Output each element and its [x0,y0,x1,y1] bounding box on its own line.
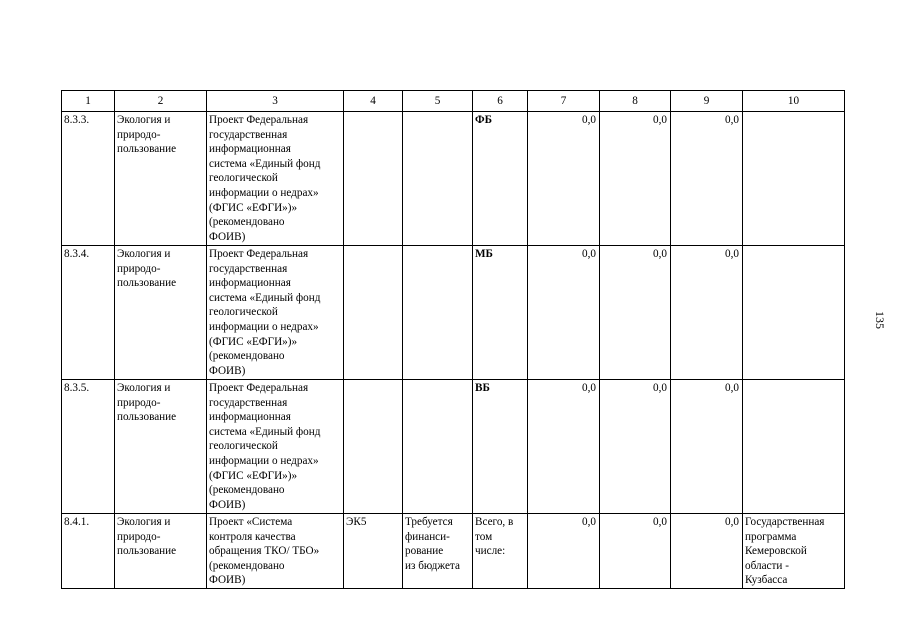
header-cell: 6 [473,91,528,112]
header-cell: 9 [671,91,743,112]
header-cell: 10 [743,91,845,112]
program-table [61,90,845,589]
budget-source-cell: ФБ [473,112,528,246]
header-cell: 1 [62,91,115,112]
budget-source-cell: МБ [473,246,528,380]
project-cell: Проект Федеральная государственная информационная система «Единый фонд геологической информации о недрах» (ФГИС «ЕФГИ»)» (рекомендовано ФОИВ) [207,112,344,246]
header-cell: 3 [207,91,344,112]
project-cell: Проект Федеральная государственная информационная система «Единый фонд геологической информации о недрах» (ФГИС «ЕФГИ»)» (рекомендовано ФОИВ) [207,246,344,380]
program-cell [743,246,845,380]
table-header-row [62,91,845,112]
table-row [62,514,845,589]
funding-note-cell [403,246,473,380]
value-cell: 0,0 [671,380,743,514]
sector-cell: Экология и природо- пользование [115,246,207,380]
header-cell: 7 [528,91,600,112]
project-cell: Проект «Система контроля качества обращения ТКО/ ТБО» (рекомендовано ФОИВ) [207,514,344,589]
row-number-cell: 8.3.4. [62,246,115,380]
code-cell [344,246,403,380]
value-cell: 0,0 [600,514,671,589]
funding-note-cell [403,112,473,246]
program-cell [743,380,845,514]
code-cell: ЭК5 [344,514,403,589]
value-cell: 0,0 [528,380,600,514]
value-cell: 0,0 [671,514,743,589]
funding-note-cell [403,380,473,514]
header-cell: 8 [600,91,671,112]
funding-note-cell: Требуется финанси- рование из бюджета [403,514,473,589]
header-cell: 4 [344,91,403,112]
program-cell [743,112,845,246]
value-cell: 0,0 [600,112,671,246]
value-cell: 0,0 [600,246,671,380]
row-number-cell: 8.3.5. [62,380,115,514]
value-cell: 0,0 [528,246,600,380]
table-row [62,246,845,380]
value-cell: 0,0 [528,112,600,246]
code-cell [344,112,403,246]
sector-cell: Экология и природо- пользование [115,514,207,589]
value-cell: 0,0 [600,380,671,514]
header-cell: 5 [403,91,473,112]
page-number: 135 [873,311,887,329]
code-cell [344,380,403,514]
value-cell: 0,0 [671,112,743,246]
project-cell: Проект Федеральная государственная информационная система «Единый фонд геологической информации о недрах» (ФГИС «ЕФГИ»)» (рекомендовано ФОИВ) [207,380,344,514]
budget-source-cell: Всего, в том числе: [473,514,528,589]
row-number-cell: 8.3.3. [62,112,115,246]
value-cell: 0,0 [528,514,600,589]
table-row [62,112,845,246]
row-number-cell: 8.4.1. [62,514,115,589]
header-cell: 2 [115,91,207,112]
value-cell: 0,0 [671,246,743,380]
budget-source-cell: ВБ [473,380,528,514]
sector-cell: Экология и природо- пользование [115,380,207,514]
table-row [62,380,845,514]
program-cell: Государственная программа Кемеровской области - Кузбасса [743,514,845,589]
sector-cell: Экология и природо- пользование [115,112,207,246]
